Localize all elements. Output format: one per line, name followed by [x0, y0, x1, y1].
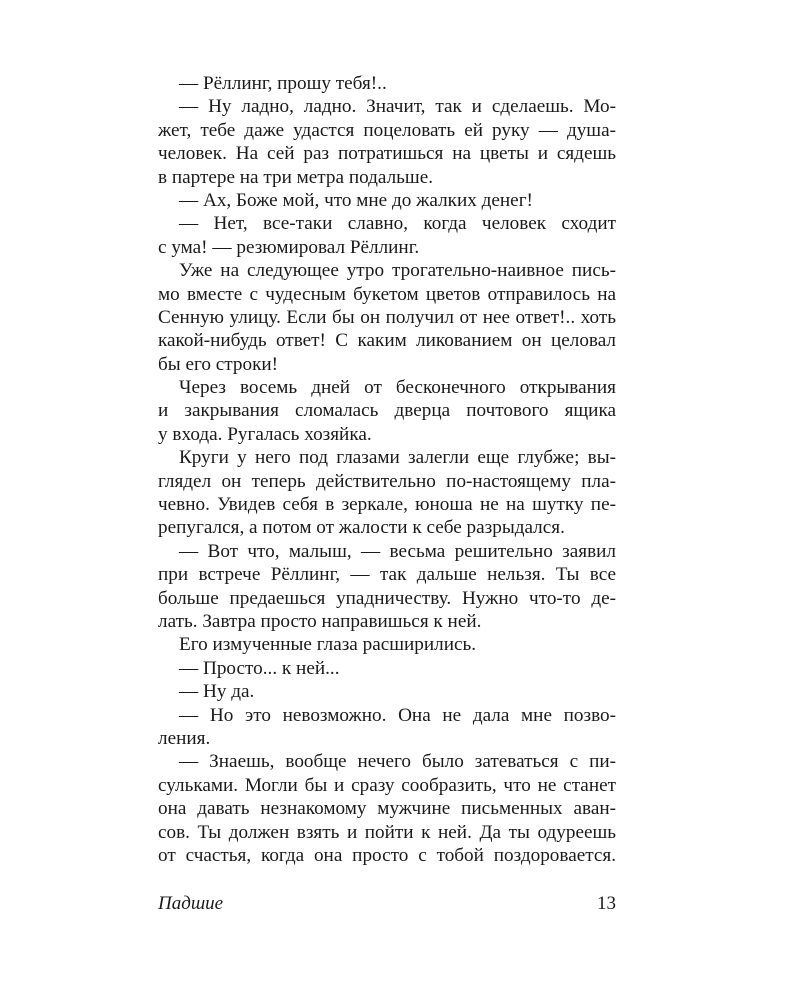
text-line: ления.: [158, 727, 211, 749]
text-line: сов. Ты должен взять и пойти к ней. Да ты одуреешь: [158, 821, 616, 843]
page-number: 13: [597, 893, 616, 914]
text-line: она давать незнакомому мужчине письменных аван-: [158, 798, 616, 820]
page-footer: [158, 892, 616, 916]
text-line: Круги у него под глазами залегли еще глубже; вы-: [179, 447, 616, 469]
text-line: глядел он теперь действительно по-настоящему пла-: [158, 470, 616, 492]
text-line: при встрече Рёллинг, — так дальше нельзя. Ты все: [158, 564, 616, 586]
text-line: Сенную улицу. Если бы он получил от нее ответ!.. хоть: [158, 306, 616, 328]
text-line: — Вот что, малыш, — весьма решительно заявил: [179, 540, 616, 562]
text-line: — Ах, Боже мой, что мне до жалких денег!: [179, 189, 533, 211]
text-line: репугался, а потом от жалости к себе разрыдался.: [158, 517, 565, 539]
text-line: — Знаешь, вообще нечего было затеваться с пи-: [179, 751, 616, 773]
text-line: с ума! — резюмировал Рёллинг.: [158, 236, 420, 258]
text-line: чевно. Увидев себя в зеркале, юноша не на шутку пе-: [158, 494, 616, 516]
text-line: мо вместе с чудесным букетом цветов отправилось на: [158, 283, 616, 305]
text-line: — Просто... к ней...: [179, 657, 340, 679]
running-title: Падшие: [158, 893, 224, 914]
text-line: жет, тебе даже удастся поцеловать ей руку — душа-: [158, 119, 616, 141]
text-line: Через восемь дней от бесконечного открывания: [179, 377, 616, 399]
page-body: [158, 72, 616, 867]
text-line: — Ну ладно, ладно. Значит, так и сделаешь. Мо-: [179, 96, 616, 118]
text-line: человек. На сей раз потратишься на цветы и сядешь: [158, 143, 616, 165]
text-line: какой-нибудь ответ! С каким ликованием он целовал: [158, 330, 616, 352]
text-line: и закрывания сломалась дверца почтового ящика: [158, 400, 616, 422]
text-line: Уже на следующее утро трогательно-наивное пись-: [179, 260, 616, 282]
text-line: в партере на три метра подальше.: [158, 166, 434, 188]
text-line: Его измученные глаза расширились.: [179, 634, 477, 656]
text-line: у входа. Ругалась хозяйка.: [158, 423, 372, 445]
text-line: — Нет, все-таки славно, когда человек сходит: [179, 213, 616, 235]
text-line: лать. Завтра просто направишься к ней.: [158, 610, 482, 632]
text-line: бы его строки!: [158, 353, 279, 375]
text-line: от счастья, когда она просто с тобой поздоровается.: [158, 844, 616, 866]
text-line: больше предаешься упадничеству. Нужно что-то де-: [158, 587, 616, 609]
text-line: сульками. Могли бы и сразу сообразить, что не станет: [158, 774, 616, 796]
text-line: — Рёллинг, прошу тебя!..: [179, 73, 387, 94]
text-line: — Но это невозможно. Она не дала мне позво-: [179, 704, 616, 726]
text-line: — Ну да.: [179, 681, 255, 703]
